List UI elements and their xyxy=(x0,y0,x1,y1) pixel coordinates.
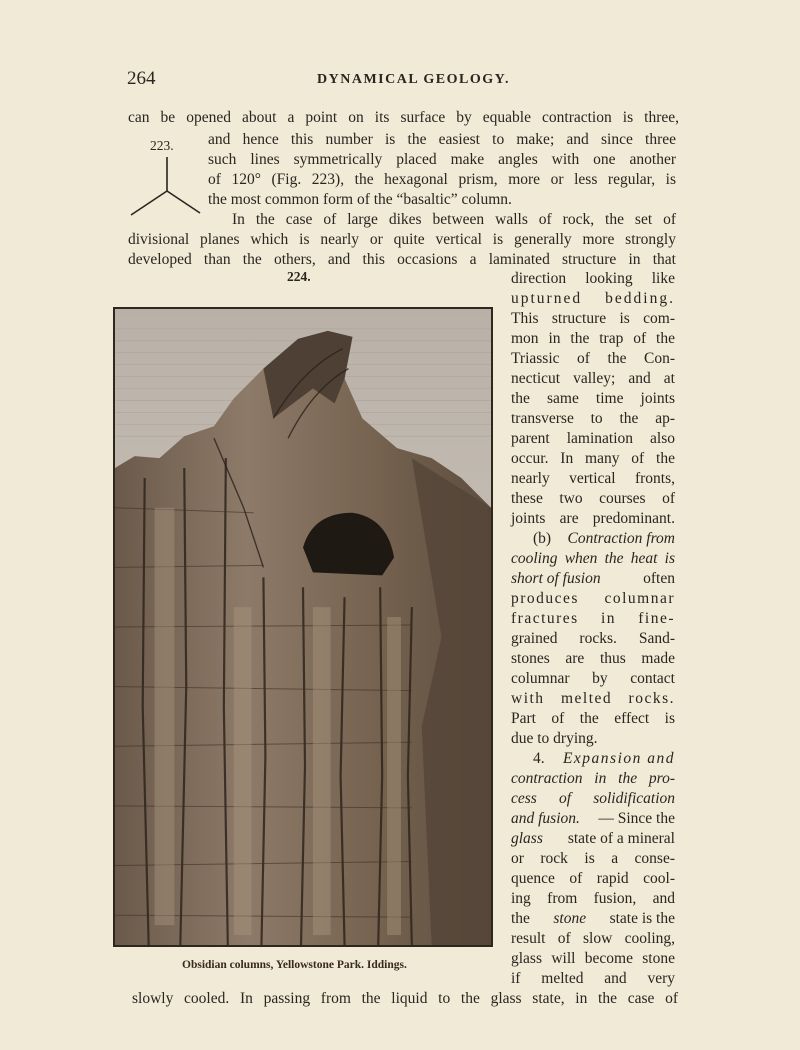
text-fragment: 4. xyxy=(533,750,545,767)
text-line: fractures in fine- xyxy=(511,610,675,627)
text-line: grained rocks. Sand- xyxy=(511,630,675,647)
text-fragment: short of fusion xyxy=(511,570,601,587)
text-line: ing from fusion, and xyxy=(511,890,675,907)
figure-224-caption: Obsidian columns, Yellowstone Park. Iddings. xyxy=(182,959,407,971)
text-line: cess of solidification xyxy=(511,790,675,807)
text-line: quence of rapid cool- xyxy=(511,870,675,887)
text-line: due to drying. xyxy=(511,730,598,747)
text-line: Part of the effect is xyxy=(511,710,675,727)
text-line: these two courses of xyxy=(511,490,675,507)
text-line: necticut valley; and at xyxy=(511,370,675,387)
text-line: This structure is com- xyxy=(511,310,675,327)
text-fragment: state of a mineral xyxy=(567,830,675,847)
text-fragment: often xyxy=(643,570,675,587)
text-line xyxy=(511,909,675,929)
text-line: parent lamination also xyxy=(511,430,675,447)
text-line: the same time joints xyxy=(511,390,675,407)
text-fragment: Expansion and xyxy=(562,750,675,767)
text-line: mon in the trap of the xyxy=(511,330,675,347)
text-line: and hence this number is the easiest to make; and since three xyxy=(208,131,676,148)
text-line: developed than the others, and this occasions a laminated structure in that xyxy=(128,251,676,268)
text-line xyxy=(511,569,675,589)
text-line: stones are thus made xyxy=(511,650,675,667)
text-line xyxy=(533,529,675,549)
figure-224-photograph xyxy=(113,307,493,947)
page-number: 264 xyxy=(127,68,156,89)
running-title: DYNAMICAL GEOLOGY. xyxy=(317,72,510,87)
text-line: occur. In many of the xyxy=(511,450,675,467)
text-fragment: (b) xyxy=(533,530,552,547)
text-fragment: stone xyxy=(553,910,587,927)
text-line: columnar by contact xyxy=(511,670,675,687)
text-fragment: Contraction from xyxy=(567,530,675,547)
text-line: produces columnar xyxy=(511,590,675,607)
text-fragment: glass xyxy=(511,830,543,847)
text-line: In the case of large dikes between walls of rock, the set of xyxy=(232,211,676,228)
text-fragment: and fusion. xyxy=(511,810,580,827)
text-line: contraction in the pro- xyxy=(511,770,675,787)
figure-223-three-line-junction xyxy=(128,155,203,220)
text-fragment: — Since the xyxy=(598,810,675,827)
text-line: slowly cooled. In passing from the liquid to the glass state, in the case of xyxy=(132,990,678,1007)
text-line: Triassic of the Con- xyxy=(511,350,675,367)
text-line xyxy=(533,749,675,769)
text-line: joints are predominant. xyxy=(511,510,675,527)
obsidian-columns-illustration xyxy=(115,309,491,945)
figure-224-number: 224. xyxy=(287,269,311,284)
text-line: direction looking like xyxy=(511,270,675,287)
text-line: the most common form of the “basaltic” column. xyxy=(208,191,512,208)
text-line: or rock is a conse- xyxy=(511,850,675,867)
text-line: result of slow cooling, xyxy=(511,930,675,947)
text-line: nearly vertical fronts, xyxy=(511,470,675,487)
text-line: glass will become stone xyxy=(511,950,675,967)
text-line: of 120° (Fig. 223), the hexagonal prism, more or less regular, is xyxy=(208,171,676,188)
text-line xyxy=(511,829,675,849)
page-header xyxy=(127,68,679,92)
text-fragment: state is the xyxy=(609,910,675,927)
text-line xyxy=(511,809,675,829)
text-line: with melted rocks. xyxy=(511,690,675,707)
text-line: upturned bedding. xyxy=(511,290,675,307)
text-line: such lines symmetrically placed make angles with one another xyxy=(208,151,676,168)
text-line: if melted and very xyxy=(511,970,675,987)
figure-223-number: 223. xyxy=(150,138,174,153)
text-line: divisional planes which is nearly or quite vertical is generally more strongly xyxy=(128,231,676,248)
text-line: can be opened about a point on its surface by equable contraction is three, xyxy=(128,109,679,126)
text-fragment: the xyxy=(511,910,530,927)
text-line: transverse to the ap- xyxy=(511,410,675,427)
text-line: cooling when the heat is xyxy=(511,550,675,567)
